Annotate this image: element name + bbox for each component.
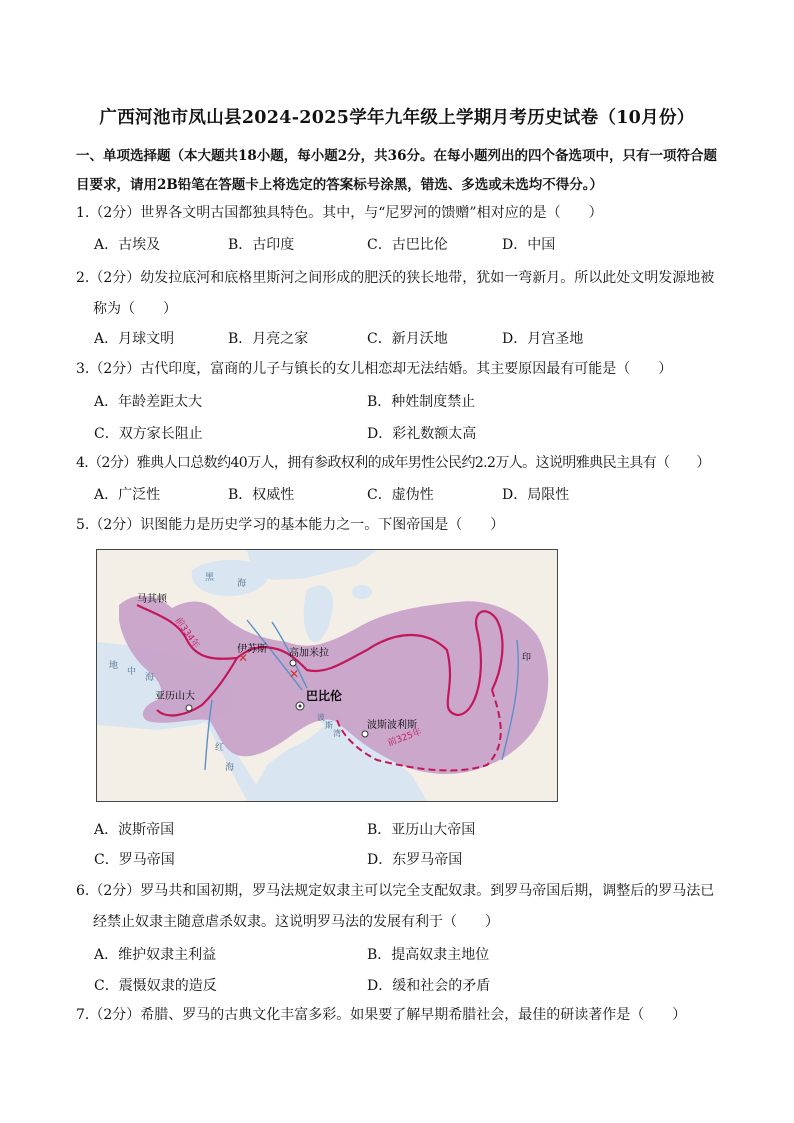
label-black-sea-2: 海 [237, 579, 247, 589]
label-issus: 伊苏斯 [237, 644, 267, 655]
question-5-option-b[interactable]: B．亚历山大帝国 [367, 822, 476, 838]
aral-sea [352, 585, 372, 599]
question-5-option-a[interactable]: A．波斯帝国 [94, 822, 175, 838]
label-babylon: 巴比伦 [306, 689, 343, 703]
question-2-option-b[interactable]: B．月亮之家 [228, 331, 309, 347]
question-4-option-d[interactable]: D．局限性 [502, 487, 570, 503]
question-6-line-1: 6.（2分）罗马共和国初期，罗马法规定奴隶主可以完全支配奴隶。到罗马帝国后期，调整后的罗马法已 [76, 883, 715, 899]
question-5-text: 5.（2分）识图能力是历史学习的基本能力之一。下图帝国是（ ） [76, 517, 505, 533]
label-black-sea-1: 黑 [205, 573, 215, 583]
alexander-empire-map [96, 549, 558, 802]
question-4-option-b[interactable]: B．权威性 [228, 487, 295, 503]
question-2-line-2: 称为（ ） [93, 301, 177, 317]
question-6-line-2: 经禁止奴隶主随意虐杀奴隶。这说明罗马法的发展有利于（ ） [93, 914, 499, 930]
city-gaugamela [290, 660, 296, 666]
question-3-option-a[interactable]: A．年龄差距太大 [94, 394, 203, 410]
label-year-334: 前334年 [172, 615, 201, 651]
section-instructions: 一、单项选择题（本大题共18小题，每小题2分，共36分。在每小题列出的四个备选项中，只有一项符合题目要求，请用2B铅笔在答题卡上将选定的答案标号涂黑，错选、多选或未选均不得分。） [76, 148, 717, 193]
label-alexandria: 亚历山大 [155, 691, 195, 702]
city-alexandria [186, 705, 192, 711]
question-1-text: 1.（2分）世界各文明古国都独具特色。其中，与“尼罗河的馈赠”相对应的是（ ） [76, 205, 603, 221]
question-2-line-1: 2.（2分）幼发拉底河和底格里斯河之间形成的肥沃的狭长地带，犹如一弯新月。所以此处文明发源地被 [76, 270, 715, 286]
question-4-option-c[interactable]: C．虚伪性 [367, 487, 434, 503]
question-2-text [76, 263, 728, 325]
label-med-2: 中 [127, 667, 137, 677]
question-3-option-b[interactable]: B．种姓制度禁止 [367, 394, 476, 410]
label-persian-gulf-2: 斯 [325, 721, 333, 730]
question-5-option-d[interactable]: D．东罗马帝国 [367, 852, 463, 868]
question-4-option-a[interactable]: A．广泛性 [94, 487, 161, 503]
exam-title: 广西河池市凤山县2024-2025学年九年级上学期月考历史试卷（10月份） [99, 108, 695, 128]
question-6-option-c[interactable]: C．震慑奴隶的造反 [94, 978, 217, 994]
question-6-option-d[interactable]: D．缓和社会的矛盾 [367, 978, 491, 994]
question-6-text [76, 876, 728, 938]
question-2-option-c[interactable]: C．新月沃地 [367, 331, 448, 347]
label-med-3: 海 [145, 673, 155, 683]
label-persian-gulf-1: 波 [317, 713, 325, 722]
question-2-option-d[interactable]: D．月宫圣地 [502, 331, 584, 347]
label-med-1: 地 [109, 661, 119, 671]
battle-marker-issus: ✕ [238, 651, 249, 665]
label-year-325: 前325年 [386, 727, 424, 749]
question-6-option-b[interactable]: B．提高奴隶主地位 [367, 947, 490, 963]
label-persepolis: 波斯波利斯 [367, 720, 417, 731]
city-persepolis [362, 731, 368, 737]
question-5-option-c[interactable]: C．罗马帝国 [94, 852, 175, 868]
question-1-option-d[interactable]: D．中国 [502, 237, 556, 253]
label-red-sea-1: 红 [215, 743, 225, 753]
question-3-option-c[interactable]: C．双方家长阻止 [94, 426, 203, 442]
label-persian-gulf-3: 湾 [333, 729, 341, 738]
question-2-option-a[interactable]: A．月球文明 [94, 331, 175, 347]
question-7-text: 7.（2分）希腊、罗马的古典文化丰富多彩。如果要了解早期希腊社会，最佳的研读著作是（ ） [76, 1007, 687, 1023]
city-babylon-center [299, 705, 302, 708]
question-1-option-b[interactable]: B．古印度 [228, 237, 295, 253]
question-3-text: 3.（2分）古代印度，富商的儿子与镇长的女儿相恋却无法结婚。其主要原因最有可能是（ ） [76, 361, 673, 377]
question-6-option-a[interactable]: A．维护奴隶主利益 [94, 947, 217, 963]
label-india: 印 [522, 653, 532, 663]
question-4-text: 4.（2分）雅典人口总数约40万人，拥有参政权利的成年男性公民约2.2万人。这说明雅典民主具有（ ） [76, 455, 710, 471]
battle-marker-gaugamela: ✕ [289, 667, 300, 681]
question-1-option-a[interactable]: A．古埃及 [94, 237, 161, 253]
question-3-option-d[interactable]: D．彩礼数额太高 [367, 426, 477, 442]
label-red-sea-2: 海 [225, 763, 235, 773]
question-1-option-c[interactable]: C．古巴比伦 [367, 237, 448, 253]
label-gaugamela: 高加米拉 [289, 648, 329, 659]
label-macedonia: 马其顿 [137, 594, 167, 605]
